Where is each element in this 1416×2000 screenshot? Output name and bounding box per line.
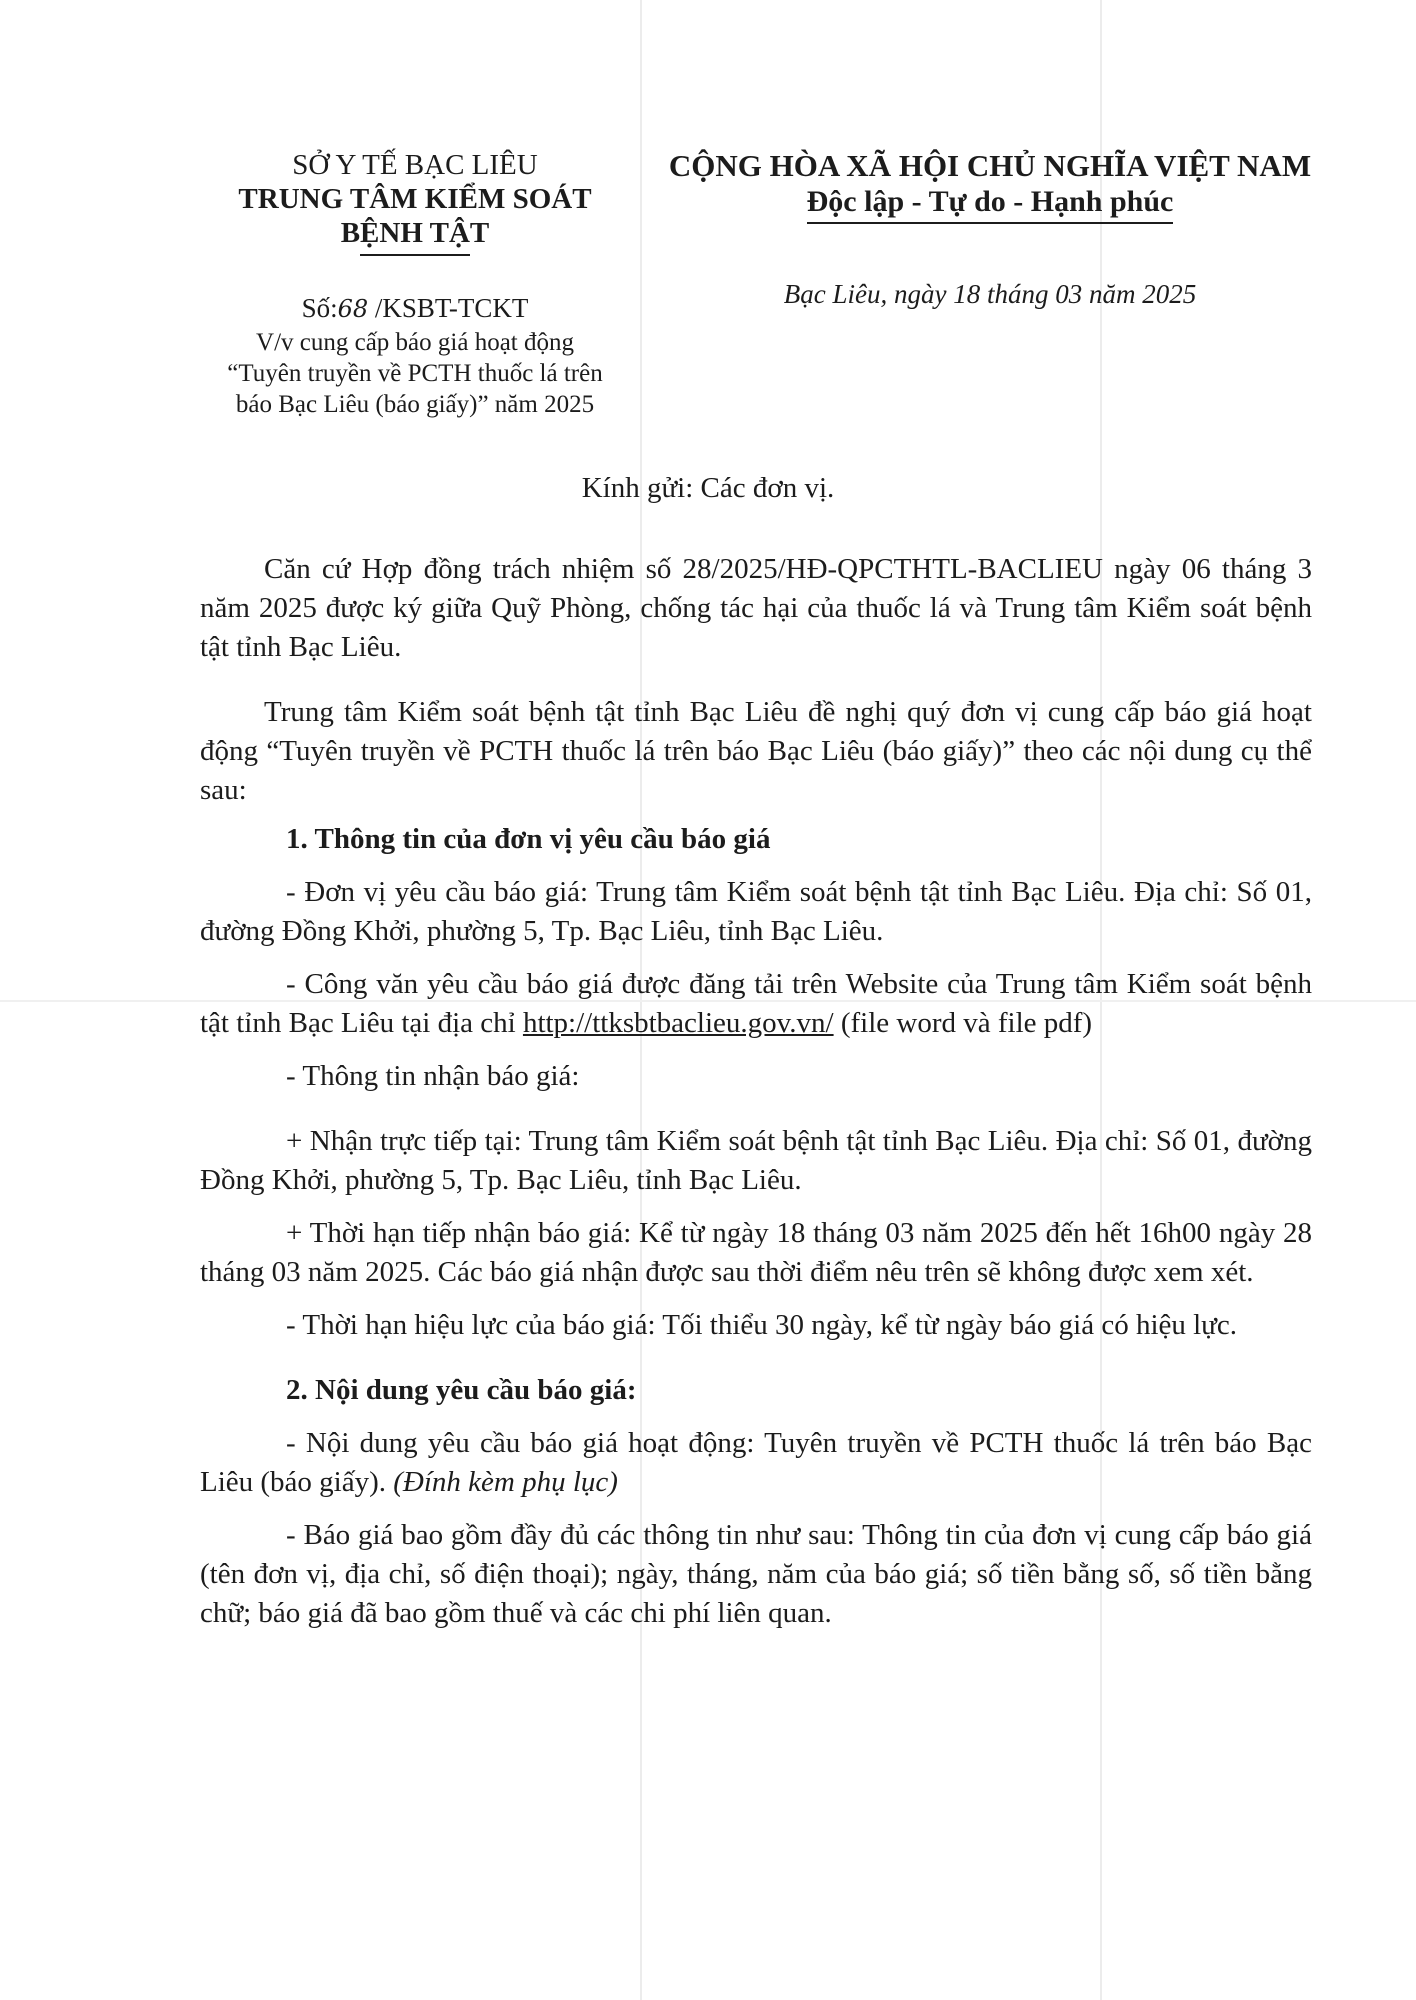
document-number-suffix: /KSBT-TCKT — [368, 293, 529, 323]
document-number — [180, 292, 650, 325]
list-item — [200, 965, 1312, 1043]
subject-line: “Tuyên truyền về PCTH thuốc lá trên — [227, 360, 603, 387]
website-link[interactable]: http://ttksbtbaclieu.gov.vn/ — [522, 1007, 834, 1039]
list-item: - Đơn vị yêu cầu báo giá: Trung tâm Kiểm soát bệnh tật tỉnh Bạc Liêu. Địa chỉ: Số 01, đường Đồng Khởi, phường 5, Tp. Bạc Liêu, tỉnh Bạc Liêu. — [200, 876, 1312, 947]
document-subject — [180, 327, 650, 420]
list-item: - Báo giá bao gồm đầy đủ các thông tin như sau: Thông tin của đơn vị cung cấp báo giá (tên đơn vị, địa chỉ, số điện thoại); ngày, tháng, năm của báo giá; số tiền bằng số, số tiền bằng chữ; báo giá đã bao gồm thuế và các chi phí liên quan. — [200, 1519, 1312, 1629]
list-item — [200, 1424, 1312, 1502]
country-name: CỘNG HÒA XÃ HỘI CHỦ NGHĨA VIỆT NAM — [668, 148, 1312, 183]
national-header-block — [650, 148, 1330, 310]
agency-name-line2: BỆNH TẬT — [340, 217, 490, 249]
parent-agency: SỞ Y TẾ BẠC LIÊU — [292, 149, 538, 181]
paragraph-request: Trung tâm Kiểm soát bệnh tật tỉnh Bạc Liêu đề nghị quý đơn vị cung cấp báo giá hoạt động “Tuyên truyền về PCTH thuốc lá trên báo Bạc Liêu (báo giấy)” theo các nội dung cụ thể sau: — [200, 696, 1312, 806]
section-heading-2: 2. Nội dung yêu cầu báo giá: — [286, 1374, 637, 1406]
list-item-text: - Công văn yêu cầu báo giá được đăng tải trên Website của Trung tâm Kiểm soát bệnh tật tỉnh Bạc Liêu tại địa chỉ — [200, 968, 1312, 1039]
document-header — [180, 148, 1330, 428]
subject-line: V/v cung cấp báo giá hoạt động — [256, 329, 574, 356]
attachment-note: (Đính kèm phụ lục) — [393, 1466, 618, 1498]
issuing-agency-block — [180, 148, 650, 420]
list-item: - Thời hạn hiệu lực của báo giá: Tối thiểu 30 ngày, kể từ ngày báo giá có hiệu lực. — [286, 1309, 1238, 1341]
list-item-text: - Nội dung yêu cầu báo giá hoạt động: Tuyên truyền về PCTH thuốc lá trên báo Bạc Liêu (báo giấy). — [200, 1427, 1312, 1498]
list-item-text: (file word và file pdf) — [833, 1007, 1093, 1039]
national-motto: Độc lập - Tự do - Hạnh phúc — [806, 185, 1174, 218]
subject-line: báo Bạc Liêu (báo giấy)” năm 2025 — [235, 391, 595, 418]
document-body — [200, 550, 1312, 1633]
document-number-prefix: Số: — [301, 293, 338, 323]
agency-name-line1: TRUNG TÂM KIỂM SOÁT — [238, 183, 592, 215]
place-and-date: Bạc Liêu, ngày 18 tháng 03 năm 2025 — [783, 279, 1197, 309]
list-item: - Thông tin nhận báo giá: — [286, 1060, 580, 1092]
list-item: + Nhận trực tiếp tại: Trung tâm Kiểm soát bệnh tật tỉnh Bạc Liêu. Địa chỉ: Số 01, đường Đồng Khởi, phường 5, Tp. Bạc Liêu, tỉnh Bạc Liêu. — [200, 1125, 1312, 1196]
document-number-handwritten: 68 — [337, 295, 369, 323]
section-heading-1: 1. Thông tin của đơn vị yêu cầu báo giá — [286, 823, 771, 855]
recipient-line: Kính gửi: Các đơn vị. — [581, 472, 835, 504]
list-item: + Thời hạn tiếp nhận báo giá: Kể từ ngày 18 tháng 03 năm 2025 đến hết 16h00 ngày 28 tháng 03 năm 2025. Các báo giá nhận được sau thời điểm nêu trên sẽ không được xem xét. — [200, 1217, 1312, 1288]
paragraph-legal-basis: Căn cứ Hợp đồng trách nhiệm số 28/2025/HĐ-QPCTHTL-BACLIEU ngày 06 tháng 3 năm 2025 được ký giữa Quỹ Phòng, chống tác hại của thuốc lá và Trung tâm Kiểm soát bệnh tật tỉnh Bạc Liêu. — [200, 553, 1312, 663]
